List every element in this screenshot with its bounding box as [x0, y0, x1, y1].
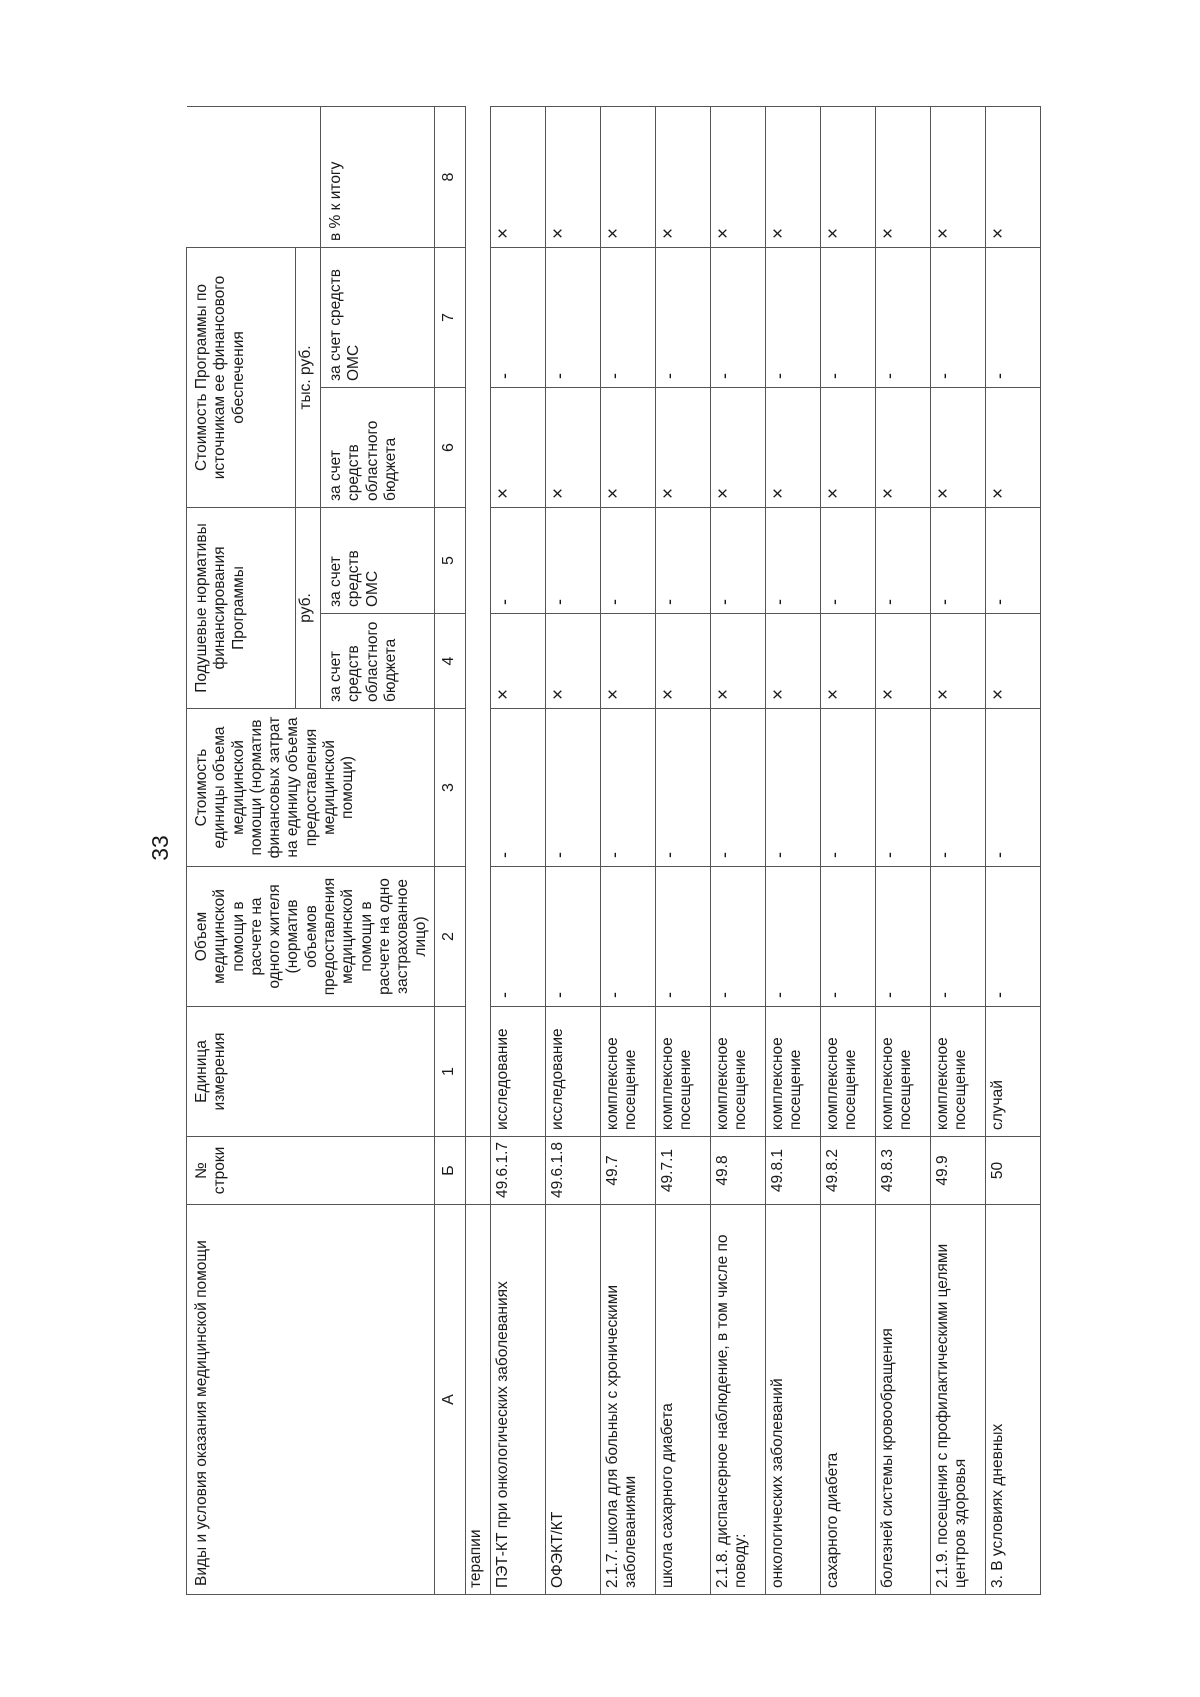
cell-volume: -	[930, 867, 985, 1007]
cell-cost-oms: -	[765, 247, 820, 387]
cell-unit: комплексное посещение	[820, 1007, 875, 1137]
cell-volume: -	[490, 867, 545, 1007]
header-per-capita-oms: за счет средств ОМС	[321, 508, 435, 614]
cell-unit: комплексное посещение	[600, 1007, 655, 1137]
table-row	[930, 106, 985, 1594]
cell-unit: комплексное посещение	[655, 1007, 710, 1137]
cell-unit: комплексное посещение	[710, 1007, 765, 1137]
cell-cost-regional: ×	[985, 388, 1040, 508]
table-row	[600, 106, 655, 1594]
cell-cost-oms: -	[710, 247, 765, 387]
cell-line-number: 49.8	[710, 1137, 765, 1205]
column-number: 8	[434, 106, 465, 247]
cell-cost-regional: ×	[875, 388, 930, 508]
cell-cost-regional: ×	[765, 388, 820, 508]
cell-unit-cost: -	[490, 709, 545, 867]
cell-unit: комплексное посещение	[765, 1007, 820, 1137]
header-unit-cost: Стоимость единицы объема медицинской помощи (норматив финансовых затрат на единицу объема предоставления медицинской помощи)	[187, 709, 435, 867]
page-number: 33	[147, 835, 173, 861]
cell-unit-cost: -	[930, 709, 985, 867]
cell-per-capita-oms: -	[655, 508, 710, 614]
cell-line-number: 49.9	[930, 1137, 985, 1205]
header-unit: Единица измерения	[187, 1007, 435, 1137]
cell-unit-cost: -	[545, 709, 600, 867]
cell-unit-cost: -	[600, 709, 655, 867]
table-row	[490, 106, 545, 1594]
cell-cost-oms: -	[930, 247, 985, 387]
cell-unit-cost: -	[655, 709, 710, 867]
cell-per-capita-regional: ×	[545, 614, 600, 709]
cell-per-capita-oms: -	[985, 508, 1040, 614]
table-row	[545, 106, 600, 1594]
cell-unit-cost: -	[985, 709, 1040, 867]
cell-cost-regional: ×	[490, 388, 545, 508]
cell-cost-percent: ×	[600, 106, 655, 247]
cell-per-capita-oms: -	[875, 508, 930, 614]
table-row	[655, 106, 710, 1594]
cell-volume: -	[655, 867, 710, 1007]
cell-per-capita-regional: ×	[765, 614, 820, 709]
cell-cost-percent: ×	[490, 106, 545, 247]
cell-cost-percent: ×	[985, 106, 1040, 247]
rotated-table-page	[186, 107, 1141, 1595]
cell-per-capita-regional: ×	[875, 614, 930, 709]
header-cost-regional-budget: за счет средств областного бюджета	[321, 388, 435, 508]
cell-kind-of-care: 2.1.8. диспансерное наблюдение, в том числе по поводу:	[710, 1205, 765, 1595]
cell-volume: -	[820, 867, 875, 1007]
cell-cost-regional: ×	[930, 388, 985, 508]
section-row	[465, 106, 490, 1594]
cell-volume: -	[600, 867, 655, 1007]
table-row	[765, 106, 820, 1594]
cell-cost-percent: ×	[545, 106, 600, 247]
cell-per-capita-regional: ×	[490, 614, 545, 709]
cell-kind-of-care: 3. В условиях дневных	[985, 1205, 1040, 1595]
cell-kind-of-care: болезней системы кровообращения	[875, 1205, 930, 1595]
header-volume-per-resident: Объем медицинской помощи в расчете на одного жителя (норматив объемов предоставления медицинской помощи в расчете на одно застрахованное лицо)	[187, 867, 435, 1007]
cell-line-number: 49.8.2	[820, 1137, 875, 1205]
header-thousand-rub: тыс. руб.	[296, 247, 321, 507]
cell-line-number: 49.6.1.8	[545, 1137, 600, 1205]
cell-kind-of-care: онкологических заболеваний	[765, 1205, 820, 1595]
cell-cost-percent: ×	[655, 106, 710, 247]
header-cost-blank	[187, 106, 321, 247]
header-rub: руб.	[296, 508, 321, 709]
cell-line-number: 49.6.1.7	[490, 1137, 545, 1205]
cell-unit-cost: -	[710, 709, 765, 867]
cell-line-number: 49.7.1	[655, 1137, 710, 1205]
cell-per-capita-oms: -	[930, 508, 985, 614]
cell-unit: исследование	[545, 1007, 600, 1137]
header-line-number: № строки	[187, 1137, 435, 1205]
table-row	[875, 106, 930, 1594]
cell-cost-regional: ×	[820, 388, 875, 508]
cell-per-capita-oms: -	[820, 508, 875, 614]
cell-kind-of-care: ПЭТ-КТ при онкологических заболеваниях	[490, 1205, 545, 1595]
header-cost-oms: за счет средств ОМС	[321, 247, 435, 387]
section-label: терапии	[465, 1205, 490, 1595]
header-kind-of-care: Виды и условия оказания медицинской помощи	[187, 1205, 435, 1595]
cell-per-capita-regional: ×	[820, 614, 875, 709]
cell-cost-percent: ×	[930, 106, 985, 247]
column-number-row	[434, 106, 465, 1594]
column-number: А	[434, 1205, 465, 1595]
cell-unit: случай	[985, 1007, 1040, 1137]
cell-cost-oms: -	[545, 247, 600, 387]
cell-kind-of-care: 2.1.7. школа для больных с хроническими заболеваниями	[600, 1205, 655, 1595]
cell-volume: -	[875, 867, 930, 1007]
cell-line-number: 50	[985, 1137, 1040, 1205]
cell-per-capita-oms: -	[710, 508, 765, 614]
cell-cost-oms: -	[600, 247, 655, 387]
cell-volume: -	[765, 867, 820, 1007]
cell-kind-of-care: 2.1.9. посещения с профилактическими целями центров здоровья	[930, 1205, 985, 1595]
cell-cost-oms: -	[490, 247, 545, 387]
cell-per-capita-regional: ×	[655, 614, 710, 709]
cell-unit-cost: -	[765, 709, 820, 867]
column-number: 3	[434, 709, 465, 867]
cell-per-capita-regional: ×	[985, 614, 1040, 709]
cell-cost-percent: ×	[820, 106, 875, 247]
header-per-capita-norms: Подушевые нормативы финансирования Программы	[187, 508, 296, 709]
cell-cost-percent: ×	[875, 106, 930, 247]
cell-cost-regional: ×	[600, 388, 655, 508]
cell-volume: -	[545, 867, 600, 1007]
cell-per-capita-regional: ×	[710, 614, 765, 709]
column-number: 6	[434, 388, 465, 508]
cell-line-number: 49.8.1	[765, 1137, 820, 1205]
cell-cost-oms: -	[655, 247, 710, 387]
cell-line-number: 49.8.3	[875, 1137, 930, 1205]
column-number: 5	[434, 508, 465, 614]
table-row	[985, 106, 1040, 1594]
cell-per-capita-regional: ×	[600, 614, 655, 709]
section-empty-cell	[465, 1137, 490, 1205]
cell-per-capita-oms: -	[765, 508, 820, 614]
header-cost-percent: в % к итогу	[321, 106, 435, 247]
table-header	[187, 106, 466, 1594]
column-number: 4	[434, 614, 465, 709]
column-number: 2	[434, 867, 465, 1007]
cell-unit: комплексное посещение	[930, 1007, 985, 1137]
column-number: Б	[434, 1137, 465, 1205]
cell-per-capita-oms: -	[490, 508, 545, 614]
section-empty-cell	[465, 106, 490, 1136]
cell-per-capita-oms: -	[545, 508, 600, 614]
table-row	[710, 106, 765, 1594]
column-number: 1	[434, 1007, 465, 1137]
financing-table	[186, 106, 1041, 1595]
cell-cost-oms: -	[985, 247, 1040, 387]
cell-unit: исследование	[490, 1007, 545, 1137]
cell-cost-regional: ×	[710, 388, 765, 508]
table-body	[465, 106, 1040, 1594]
cell-kind-of-care: сахарного диабета	[820, 1205, 875, 1595]
cell-kind-of-care: школа сахарного диабета	[655, 1205, 710, 1595]
cell-cost-regional: ×	[545, 388, 600, 508]
table-row	[820, 106, 875, 1594]
cell-cost-oms: -	[820, 247, 875, 387]
column-number: 7	[434, 247, 465, 387]
cell-line-number: 49.7	[600, 1137, 655, 1205]
header-per-capita-regional-budget: за счет средств областного бюджета	[321, 614, 435, 709]
cell-per-capita-oms: -	[600, 508, 655, 614]
cell-cost-percent: ×	[710, 106, 765, 247]
header-program-cost: Стоимость Программы по источникам ее финансового обеспечения	[187, 247, 296, 507]
cell-volume: -	[985, 867, 1040, 1007]
cell-unit-cost: -	[820, 709, 875, 867]
cell-kind-of-care: ОФЭКТ/КТ	[545, 1205, 600, 1595]
cell-cost-percent: ×	[765, 106, 820, 247]
cell-volume: -	[710, 867, 765, 1007]
cell-per-capita-regional: ×	[930, 614, 985, 709]
cell-cost-regional: ×	[655, 388, 710, 508]
cell-unit: комплексное посещение	[875, 1007, 930, 1137]
cell-unit-cost: -	[875, 709, 930, 867]
cell-cost-oms: -	[875, 247, 930, 387]
